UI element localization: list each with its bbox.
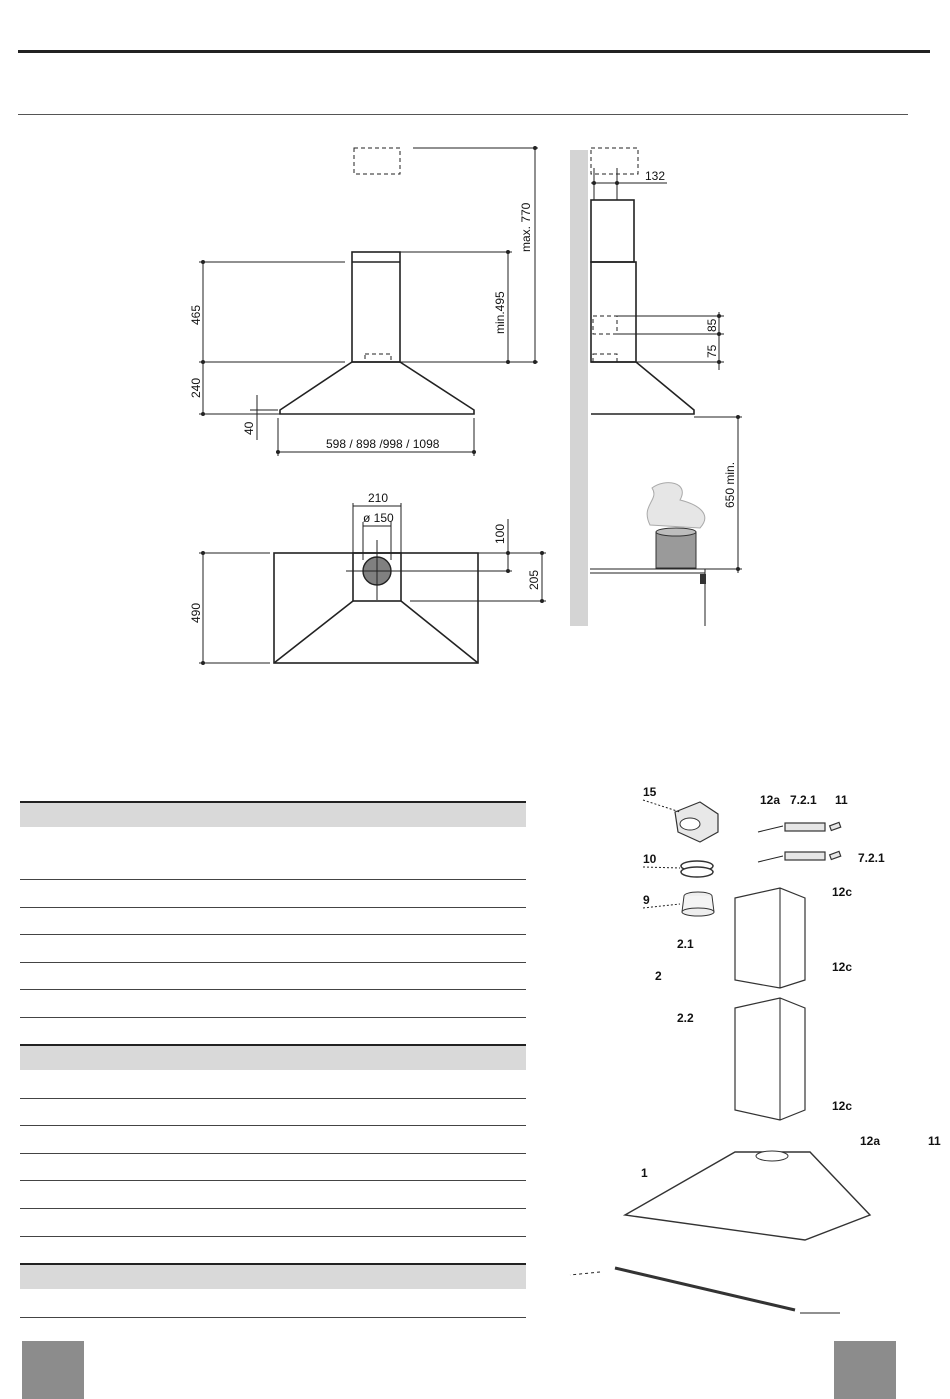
dim-outlet-offset: 100 [493, 523, 507, 544]
dim-bracket-a: 85 [705, 318, 719, 332]
table-row-rule [20, 1017, 526, 1018]
table-row-rule [20, 1236, 526, 1237]
table-row-rule [20, 1153, 526, 1154]
dim-chimney-height: 465 [189, 304, 203, 325]
wall [570, 150, 588, 626]
top-view [189, 491, 546, 665]
exploded-parts-diagram [540, 780, 950, 1340]
part-label-12a-bot: 12a [860, 1134, 881, 1148]
table-row-rule [20, 1317, 526, 1318]
part-label-9: 9 [643, 893, 650, 907]
side-view [570, 148, 742, 626]
table-row-rule [20, 1208, 526, 1209]
dim-depth: 490 [189, 602, 203, 623]
part-label-11-bot: 11 [928, 1134, 941, 1148]
table-row-rule [20, 1125, 526, 1126]
dim-min-height: min.495 [493, 291, 507, 334]
part-label-12c-2: 12c [832, 960, 853, 974]
table-row-rule [20, 962, 526, 963]
front-view [189, 146, 538, 456]
part-label-21: 2.1 [677, 937, 694, 951]
part-label-721-top: 7.2.1 [790, 793, 817, 807]
dim-wall-offset: 132 [645, 169, 666, 183]
dim-widths: 598 / 898 /998 / 1098 [326, 437, 440, 451]
dim-bracket-b: 75 [705, 344, 719, 358]
page-corner-left [22, 1341, 84, 1399]
dim-outlet-center: 205 [527, 569, 541, 590]
table-row-rule [20, 879, 526, 880]
page-corner-right [834, 1341, 896, 1399]
part-label-2: 2 [655, 969, 662, 983]
table-row-rule [20, 934, 526, 935]
part-label-12c-3: 12c [832, 1099, 853, 1113]
table-section-header-3 [20, 1263, 526, 1289]
dim-outlet-diameter: ø 150 [363, 511, 394, 525]
dim-max-height: max. 770 [519, 202, 533, 252]
part-label-1: 1 [641, 1166, 648, 1180]
part-label-22: 2.2 [677, 1011, 694, 1025]
table-row-rule [20, 907, 526, 908]
part-label-15: 15 [643, 785, 657, 799]
dim-rim-height: 40 [242, 421, 256, 435]
table-row-rule [20, 1180, 526, 1181]
table-row-rule [20, 989, 526, 990]
dim-hood-height: 240 [189, 377, 203, 398]
dim-cooktop-clearance: 650 min. [723, 461, 737, 508]
table-section-header-1 [20, 801, 526, 827]
table-row-rule [20, 1098, 526, 1099]
part-label-10: 10 [643, 852, 657, 866]
part-label-11-top: 11 [835, 793, 848, 807]
table-section-header-2 [20, 1044, 526, 1070]
dim-chimney-width: 210 [368, 491, 389, 505]
part-label-721-mid: 7.2.1 [858, 851, 885, 865]
part-label-12a-top: 12a [760, 793, 781, 807]
part-label-12c-1: 12c [832, 885, 853, 899]
